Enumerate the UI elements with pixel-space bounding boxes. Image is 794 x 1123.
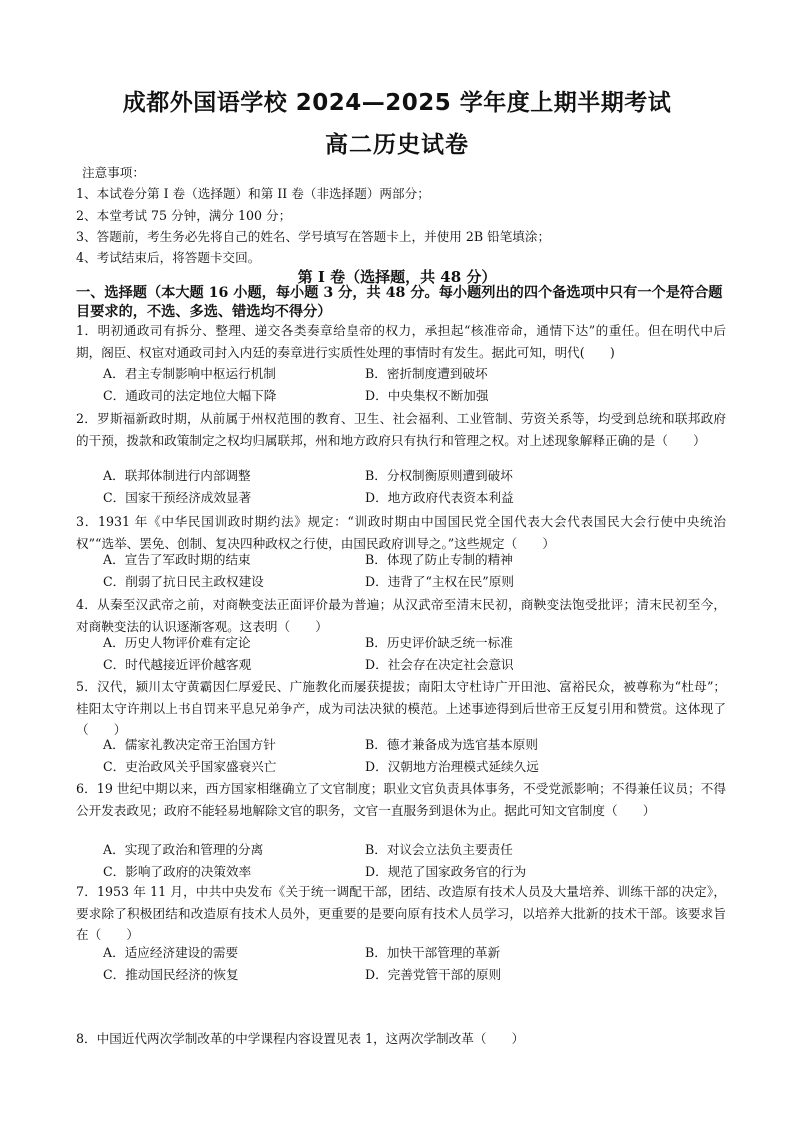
option-a: A．联邦体制进行内部调整 <box>103 468 251 483</box>
question-options <box>103 363 703 407</box>
option-b: B．密折制度遭到破坏 <box>365 366 488 381</box>
exam-subtitle: 高二历史试卷 <box>325 132 469 158</box>
question-stem: 5．汉代，颍川太守黄霸因仁厚爱民、广施教化而屡获提拔；南阳太守杜诗广开田池、富裕民众，被尊称为“杜母”；桂阳太守许荆以上书自罚来平息兄弟争产，成为司法决狱的模范。上述事迹得到后世帝王反复引用和赞赏。这体现了（ ） <box>76 679 726 737</box>
question-stem: 1．明初通政司有拆分、整理、递交各类奏章给皇帝的权力，承担起“核准帝命，通情下达”的重任。但在明代中后期，阁臣、权宦对通政司封入内廷的奏章进行实质性处理的事情时有发生。据此可知，明代( ) <box>76 323 726 360</box>
notes-item: 3、答题前，考生务必先将自己的姓名、学号填写在答题卡上，并使用 2B 铅笔填涂； <box>76 228 551 244</box>
option-a: A．君主专制影响中枢运行机制 <box>103 366 276 381</box>
option-a: A．适应经济建设的需要 <box>103 945 239 960</box>
option-c: C．吏治政风关乎国家盛衰兴亡 <box>103 758 277 774</box>
exam-title: 成都外国语学校 2024—2025 学年度上期半期考试 <box>122 90 672 116</box>
option-b: B．对议会立法负主要责任 <box>365 842 513 857</box>
notes-item: 2、本堂考试 75 分钟，满分 100 分； <box>76 207 292 223</box>
option-c: C．时代越接近评价越客观 <box>103 656 252 672</box>
question-options <box>103 942 703 986</box>
question-stem: 3．1931 年《中华民国训政时期约法》规定：“训政时期由中国国民党全国代表大会代表国民大会行使中央统治权”“选举、罢免、创制、复决四种政权之行使，由国民政府训导之。”这些规定（ ） <box>76 514 726 551</box>
option-a: A．宣告了军政时期的结束 <box>103 552 251 567</box>
option-d: D．完善党管干部的原则 <box>365 966 502 982</box>
option-a: A．历史人物评价难有定论 <box>103 635 251 650</box>
notes-block <box>76 162 550 268</box>
option-d: D．地方政府代表资本利益 <box>365 489 514 505</box>
question-options <box>103 549 703 593</box>
notes-item: 1、本试卷分第 I 卷（选择题）和第 II 卷（非选择题）两部分； <box>76 186 430 202</box>
option-a: A．儒家礼教决定帝王治国方针 <box>103 737 276 752</box>
option-c: C．削弱了抗日民主政权建设 <box>103 573 264 589</box>
notes-heading: 注意事项： <box>82 165 145 180</box>
option-d: D．汉朝地方治理模式延续久远 <box>365 758 539 774</box>
option-c: C．国家干预经济成效显著 <box>103 489 252 505</box>
option-b: B．分权制衡原则遭到破坏 <box>365 468 513 483</box>
option-c: C．影响了政府的决策效率 <box>103 863 252 879</box>
option-d: D．中央集权不断加强 <box>365 387 489 403</box>
option-c: C．推动国民经济的恢复 <box>103 966 239 982</box>
question-stem: 2．罗斯福新政时期，从前属于州权范围的教育、卫生、社会福利、工业管制、劳资关系等，均受到总统和联邦政府的干预，拨款和政策制定之权均归属联邦，州和地方政府只有执行和管理之权。对上述现象解释正确的是（ ） <box>76 411 726 448</box>
question-stem: 4．从秦至汉武帝之前，对商鞅变法正面评价最为普遍；从汉武帝至清末民初，商鞅变法饱受批评；清末民初至今，对商鞅变法的认识逐渐客观。这表明（ ） <box>76 597 726 634</box>
option-b: B．德才兼备成为选官基本原则 <box>365 737 538 752</box>
section-title: 第 I 卷（选择题，共 48 分） <box>297 268 497 286</box>
section-description: 一、选择题（本大题 16 小题，每小题 3 分，共 48 分。每小题列出的四个备选项中只有一个是符合题目要求的，不选、多选、错选均不得分） <box>76 285 723 320</box>
question-options <box>103 839 703 883</box>
notes-item: 4、考试结束后，将答题卡交回。 <box>76 250 261 266</box>
option-c: C．通政司的法定地位大幅下降 <box>103 387 277 403</box>
option-d: D．规范了国家政务官的行为 <box>365 863 527 879</box>
option-b: B．历史评价缺乏统一标准 <box>365 635 513 650</box>
question-stem: 6．19 世纪中期以来，西方国家相继确立了文官制度；职业文官负责具体事务，不受党派影响；不得兼任议员；不得公开发表政见；政府不能轻易地解除文官的职务，文官一直服务到退休为止。据此可知文官制度（ ） <box>76 781 726 818</box>
question-stem: 8．中国近代两次学制改革的中学课程内容设置见表 1，这两次学制改革（ ） <box>76 1031 525 1046</box>
option-a: A．实现了政治和管理的分离 <box>103 842 264 857</box>
option-d: D．社会存在决定社会意识 <box>365 656 514 672</box>
option-b: B．加快干部管理的革新 <box>365 945 501 960</box>
option-b: B．体现了防止专制的精神 <box>365 552 513 567</box>
question-options <box>103 734 703 778</box>
question-stem: 7．1953 年 11 月，中共中央发布《关于统一调配干部，团结、改造原有技术人员及大量培养、训练干部的决定》，要求除了积极团结和改造原有技术人员外，更重要的是要向原有技术人员学习，以培养大批新的技术干部。该要求旨在（ ） <box>76 884 726 942</box>
question-options <box>103 632 703 676</box>
question-options <box>103 465 703 509</box>
option-d: D．违背了“主权在民”原则 <box>365 573 514 589</box>
